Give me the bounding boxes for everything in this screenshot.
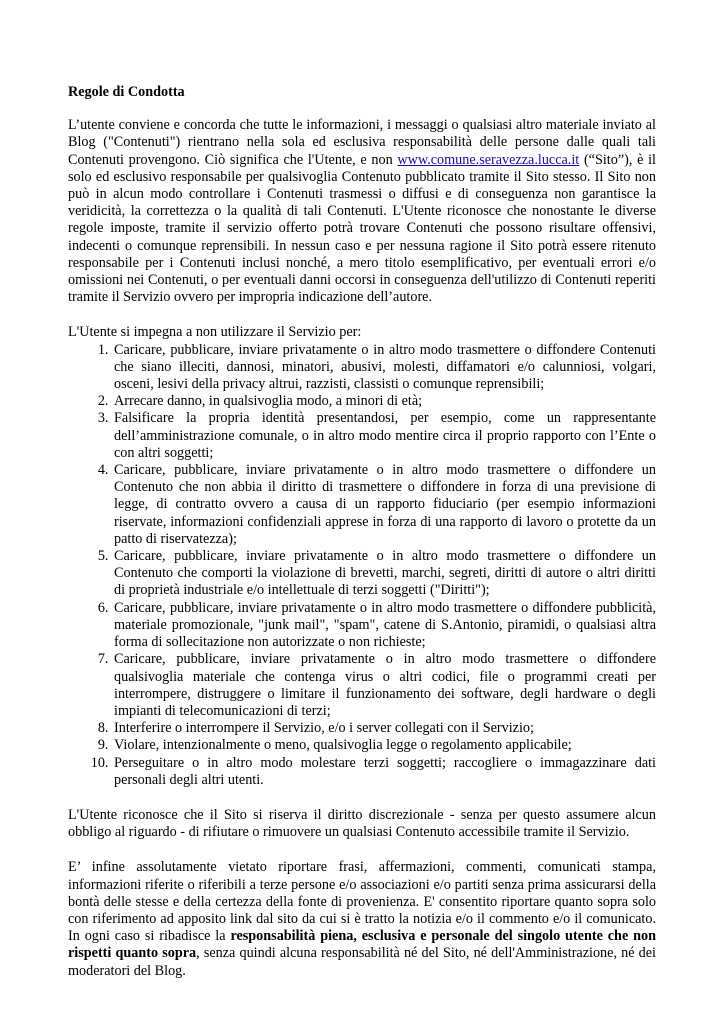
rule-item-7: 7. Caricare, pubblicare, inviare privatamente o in altro modo trasmettere o diffondere qualsivoglia materiale che contenga virus o altri codici, file o programmi creati per interrompere, distruggere o limitare il funzionamento dei software, degli hardware o degli impianti di telecomunicazioni di terzi; — [112, 651, 656, 720]
document-title: Regole di Condotta — [68, 84, 185, 100]
intro-text-after-link: (“Sito”), è il solo ed esclusivo responsabile per qualsivoglia Contenuto pubblicato tramite il Sito stesso. Il Sito non può in alcun modo controllare i Contenuti trasmessi o diffusi e di conseguenza non garantisce la veridicità, la correttezza o la qualità di tali Contenuti. L'Utente riconosce che nonostante le diverse regole imposte, tramite il servizio offerto potrà trovare Contenuti che possono risultare offensivi, indecenti o comunque reprensibili. In nessun caso e per nessuna ragione il Sito potrà essere ritenuto responsabile per i Contenuti inclusi nonché, a mero titolo esemplificativo, per eventuali errori e/o omissioni nei Contenuti, o per eventuali danni occorsi in conseguenza dell'utilizzo di Contenuti reperiti tramite il Servizio ovvero per impropria indicazione dell’autore. — [68, 151, 656, 306]
responsibility-bold-text: responsabilità piena, esclusiva e personale del singolo utente che non rispetti quanto sopra — [68, 928, 656, 962]
document-page — [68, 84, 656, 980]
responsibility-paragraph — [68, 859, 656, 979]
rule-item-3: 3. Falsificare la propria identità presentandosi, per esempio, come un rappresentante dell’amministrazione comunale, o in altro modo mentire circa il proprio rapporto con l’Ente o con altri soggetti; — [112, 410, 656, 462]
rules-list — [68, 342, 656, 789]
intro-text-before-link: L’utente conviene e concorda che tutte le informazioni, i messaggi o qualsiasi altro materiale inviato al Blog ("Contenuti") rientrano nella sola ed esclusiva responsabilità delle persone dalle quali tali Contenuti provengono. Ciò significa che l'Utente, e non — [68, 117, 656, 168]
list-intro: L'Utente si impegna a non utilizzare il Servizio per: — [68, 324, 362, 341]
rule-item-2: 2. Arrecare danno, in qualsivoglia modo, a minori di età; — [112, 393, 656, 410]
responsibility-text-after-bold: , senza quindi alcuna responsabilità né del Sito, né dell'Amministrazione, né dei moderatori del Blog. — [68, 945, 657, 979]
rule-item-1: 1. Caricare, pubblicare, inviare privatamente o in altro modo trasmettere o diffondere Contenuti che siano illeciti, dannosi, minatori, abusivi, molesti, diffamatori e/o calunniosi, volgari, osceni, lesivi della privacy altrui, razzisti, classisti o comunque reprensibili; — [112, 342, 656, 394]
site-link[interactable]: www.comune.seravezza.lucca.it — [397, 151, 580, 168]
rule-item-8: 8. Interferire o interrompere il Servizio, e/o i server collegati con il Servizio; — [112, 720, 656, 737]
moderation-paragraph: L'Utente riconosce che il Sito si riserva il diritto discrezionale - senza per questo assumere alcun obbligo al riguardo - di rifiutare o rimuovere un qualsiasi Contenuto accessibile tramite il Servizio. — [68, 806, 656, 841]
rule-item-6: 6. Caricare, pubblicare, inviare privatamente o in altro modo trasmettere o diffondere pubblicità, materiale promozionale, "junk mail", "spam", catene di S.Antonio, piramidi, o qualsiasi altra forma di sollecitazione non autorizzate o non richieste; — [112, 600, 656, 652]
responsibility-text-before-bold: E’ infine assolutamente vietato riportare frasi, affermazioni, commenti, comunicati stampa, informazioni riferite o riferibili a terze persone e/o associazioni e/o partiti senza prima assicurarsi della bontà delle stesse e della certezza della fonte di provenienza. E' consentito riportare quanto sopra solo con riferimento ad apposito link dal sito da cui si è tratto la notizia e/o il commento e/o il comunicato. In ogni caso si ribadisce la — [68, 859, 656, 945]
intro-paragraph — [68, 117, 656, 306]
rule-item-4: 4. Caricare, pubblicare, inviare privatamente o in altro modo trasmettere o diffondere un Contenuto che non abbia il diritto di trasmettere o diffondere in forza di una previsione di legge, di contratto ovvero a causa di un rapporto fiduciario (per esempio informazioni riservate, informazioni confidenziali apprese in forza di una rapporto di lavoro o protette da un patto di riservatezza); — [112, 462, 656, 548]
rule-item-5: 5. Caricare, pubblicare, inviare privatamente o in altro modo trasmettere o diffondere un Contenuto che comporti la violazione di brevetti, marchi, segreti, diritti di autore o altri diritti di proprietà industriale e/o intellettuale di terzi soggetti ("Diritti"); — [112, 548, 656, 600]
rule-item-10: 10. Perseguitare o in altro modo molestare terzi soggetti; raccogliere o immagazzinare dati personali degli altri utenti. — [112, 755, 656, 789]
rule-item-9: 9. Violare, intenzionalmente o meno, qualsivoglia legge o regolamento applicabile; — [112, 737, 656, 754]
